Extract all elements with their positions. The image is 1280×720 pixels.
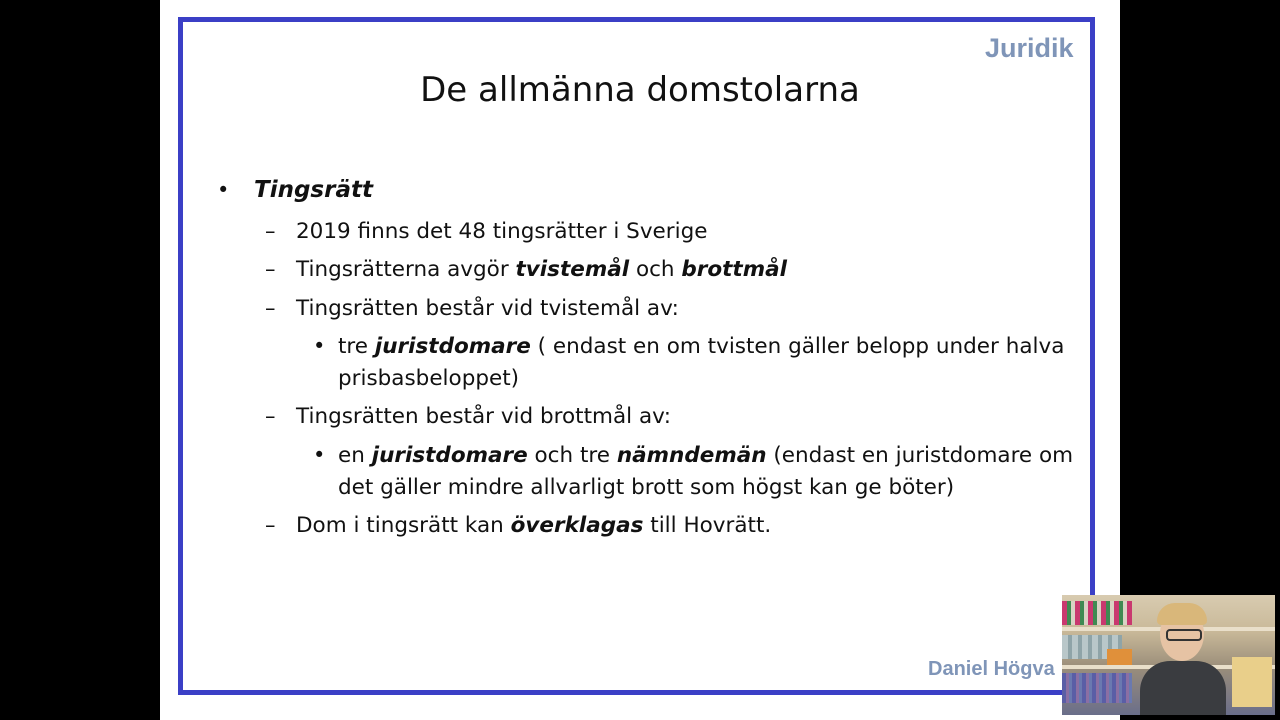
text: och [629,257,682,282]
author-label: Daniel Högva [928,658,1055,680]
item-5 [296,513,771,538]
item-1: 2019 finns det 48 tingsrätter i Sverige [296,219,708,244]
presenter [1140,603,1220,715]
term-namndeman: nämndemän [616,443,767,468]
term-brottmal: brottmål [681,257,787,282]
term-juristdomare: juristdomare [374,334,531,359]
heading-tingsratt: Tingsrätt [254,177,373,203]
subitem-2-cont: det gäller mindre allvarligt brott som högst kan ge böter) [338,475,955,500]
text: Tingsrätterna avgör [296,257,516,282]
bookshelf [1232,657,1272,707]
text: till Hovrätt. [643,513,772,538]
text: och tre [527,443,617,468]
term-overklagas: överklagas [510,513,644,538]
bullet: • [313,334,326,358]
bookshelf [1107,649,1132,665]
brand-label: Juridik [985,33,1074,63]
dash: – [265,219,276,243]
subitem-1-cont: prisbasbeloppet) [338,366,520,391]
dash: – [265,513,276,537]
bookshelf [1062,673,1132,703]
subitem-2 [338,443,1073,468]
bullet: • [313,443,326,467]
text: (endast en juristdomare om [766,443,1074,468]
item-3: Tingsrätten består vid tvistemål av: [296,296,679,321]
text: Dom i tingsrätt kan [296,513,511,538]
bullet: • [217,178,230,202]
bookshelf [1062,601,1132,625]
dash: – [265,257,276,281]
slide-title: De allmänna domstolarna [420,70,860,110]
subitem-1 [338,334,1064,359]
dash: – [265,404,276,428]
text: tre [338,334,375,359]
term-tvistemal: tvistemål [515,257,630,282]
item-4: Tingsrätten består vid brottmål av: [296,404,671,429]
dash: – [265,296,276,320]
text: ( endast en om tvisten gäller belopp under halva [530,334,1065,359]
text: en [338,443,372,468]
item-2 [296,257,787,282]
term-juristdomare: juristdomare [371,443,528,468]
webcam-overlay [1062,595,1275,715]
